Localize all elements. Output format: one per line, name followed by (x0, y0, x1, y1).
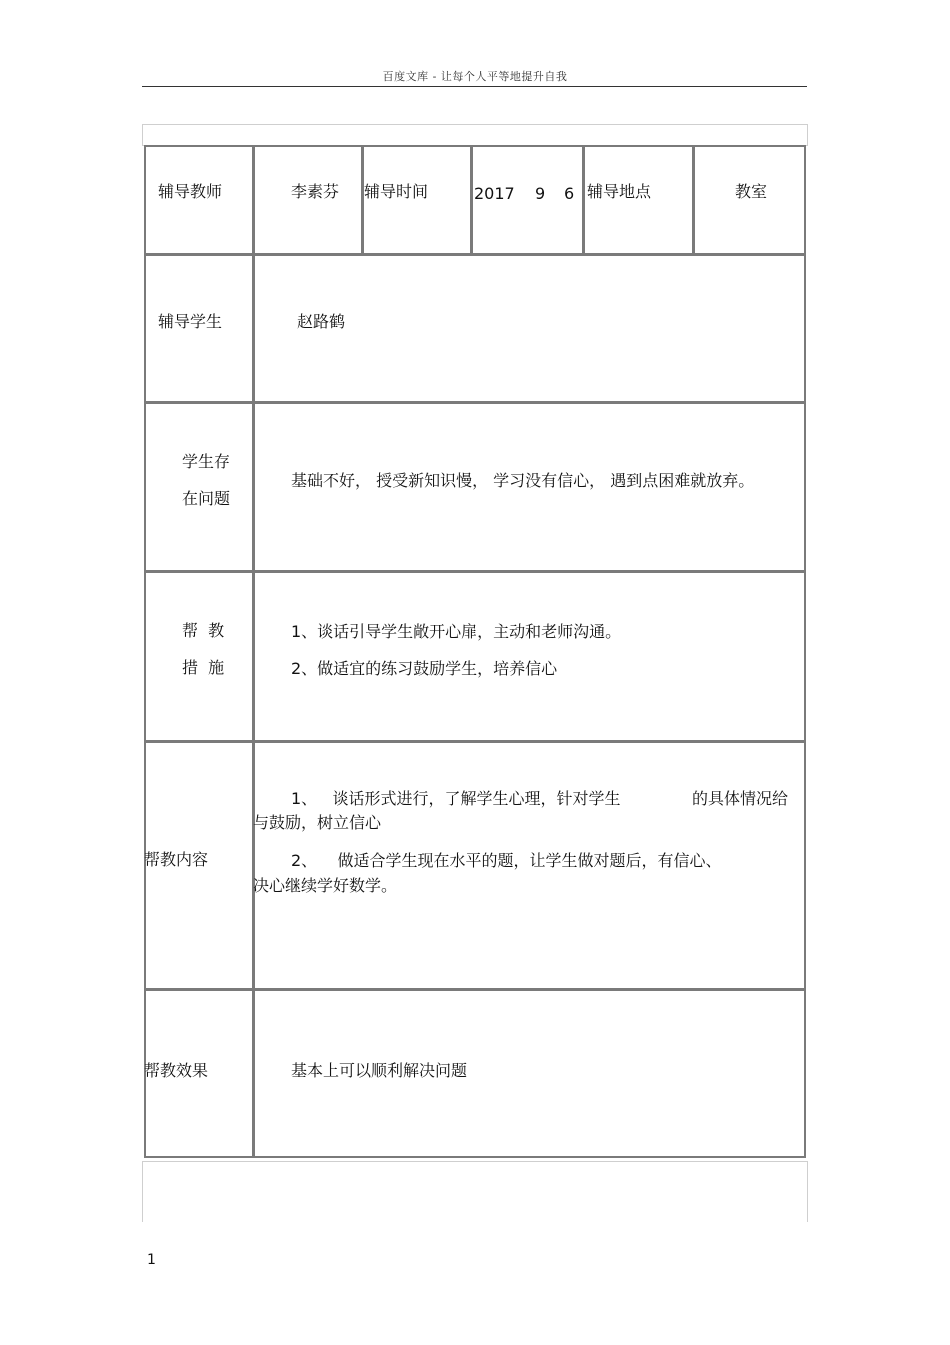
header-divider (142, 86, 807, 87)
teacher-name: 李素芬 (291, 182, 340, 201)
problem-label-line1: 学生存 (182, 452, 231, 471)
student-name: 赵路鹤 (297, 312, 346, 331)
time-label: 辅导时间 (364, 182, 429, 201)
table-outer-frame-bottom (142, 1161, 808, 1222)
content-item2-line1: 2、 做适合学生现在水平的题，让学生做对题后，有信心、 (291, 851, 722, 870)
teacher-label: 辅导教师 (158, 182, 223, 201)
measures-label-line2: 措 施 (182, 658, 225, 677)
problem-text: 基础不好， 授受新知识慢， 学习没有信心， 遇到点困难就放弃。 (291, 471, 755, 490)
table-outer-frame-top (142, 124, 808, 146)
content-item1-line1a: 1、 谈话形式进行，了解学生心理，针对学生 (291, 789, 621, 808)
content-item1-line2: 与鼓励，树立信心 (253, 813, 382, 832)
time-day: 6 (564, 184, 575, 203)
effect-text: 基本上可以顺利解决问题 (291, 1061, 468, 1080)
problem-label-line2: 在问题 (182, 489, 231, 508)
page-header: 百度文库 - 让每个人平等地提升自我 (382, 70, 568, 83)
measures-item-2: 2、做适宜的练习鼓励学生，培养信心 (291, 659, 558, 678)
cell-measures-value (253, 571, 806, 742)
content-item2-line2: 决心继续学好数学。 (253, 876, 398, 895)
location-value: 教室 (735, 182, 768, 201)
cell-measures-label (144, 571, 254, 742)
measures-label-line1: 帮 教 (182, 621, 225, 640)
location-label: 辅导地点 (587, 182, 652, 201)
content-label: 帮教内容 (144, 850, 209, 869)
page-number: 1 (147, 1252, 156, 1268)
student-label: 辅导学生 (158, 312, 223, 331)
effect-label: 帮教效果 (144, 1061, 209, 1080)
content-item1-line1b: 的具体情况给 (692, 789, 789, 808)
cell-problem-label (144, 402, 254, 572)
time-month: 9 (535, 184, 546, 203)
time-year: 2017 (474, 184, 515, 203)
measures-item-1: 1、谈话引导学生敞开心扉，主动和老师沟通。 (291, 622, 622, 641)
